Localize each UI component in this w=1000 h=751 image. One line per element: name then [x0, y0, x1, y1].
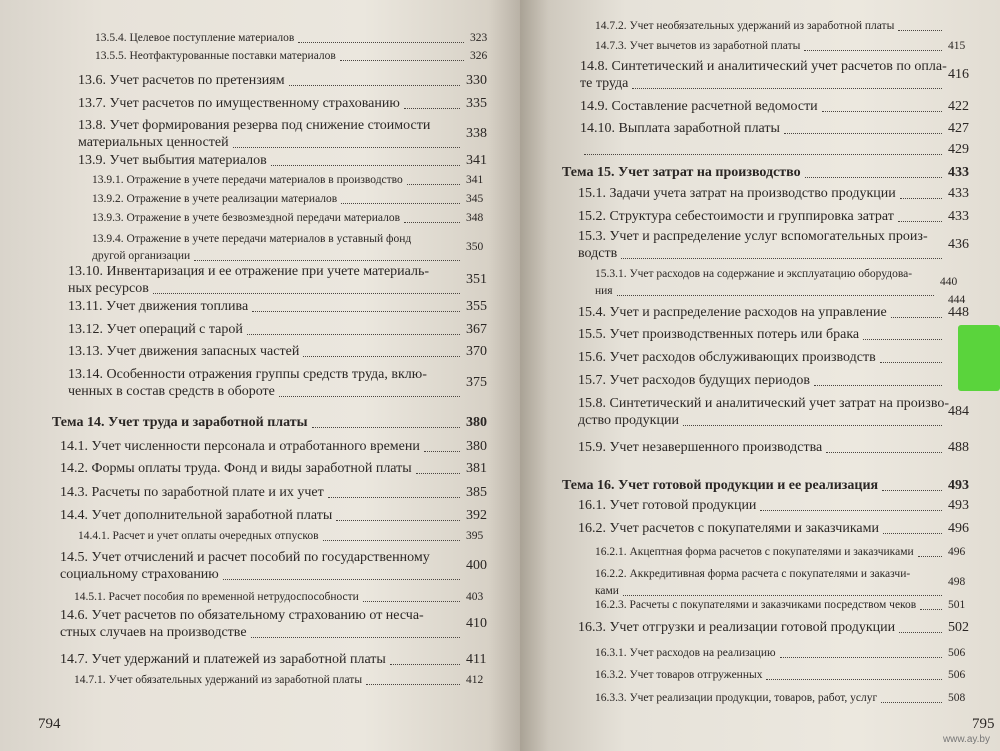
toc-page-number: 348: [466, 212, 484, 224]
toc-entry-title: 13.9. Учет выбытия материалов: [78, 153, 267, 168]
dot-leader: [223, 579, 460, 580]
toc-entry-title: 13.5.4. Целевое поступление материалов: [95, 32, 295, 44]
toc-page-number: 351: [466, 272, 487, 287]
toc-entry: [68, 322, 496, 340]
right-page: [520, 0, 1000, 751]
watermark: www.ay.by: [942, 734, 990, 745]
toc-page-number: 508: [948, 692, 966, 704]
toc-page-number: 506: [948, 647, 966, 659]
toc-entry-title: 16.1. Учет готовой продукции: [578, 498, 757, 513]
toc-entry: [578, 229, 978, 263]
toc-entry-title: 14.2. Формы оплаты труда. Фонд и виды заработной платы: [60, 461, 412, 476]
dot-leader: [424, 451, 460, 452]
toc-entry-title: 13.5.5. Неотфактурованные поставки материалов: [95, 50, 336, 62]
toc-entry-title-continued: ченных в состав средств в обороте: [68, 384, 275, 399]
toc-entry: [578, 209, 978, 227]
toc-entry-title: 14.7. Учет удержаний и платежей из заработной платы: [60, 652, 386, 667]
toc-page-number: 501: [948, 599, 966, 611]
toc-entry-title: 16.2.1. Акцептная форма расчетов с покупателями и заказчиками: [595, 546, 914, 558]
toc-page-number: 429: [948, 142, 969, 157]
toc-page-number: 380: [466, 439, 487, 454]
toc-entry: [578, 305, 978, 323]
dot-leader: [340, 60, 464, 61]
toc-entry-title: 15.7. Учет расходов будущих периодов: [578, 373, 810, 388]
toc-entry: [60, 508, 496, 526]
dot-leader: [341, 203, 460, 204]
toc-page-number: 338: [466, 126, 487, 141]
toc-entry-title-continued: ния: [595, 285, 613, 297]
toc-entry: [60, 550, 496, 584]
toc-entry-title: 13.9.3. Отражение в учете безвозмездной передачи материалов: [92, 212, 401, 224]
toc-entry-title: 16.2.3. Расчеты с покупателями и заказчиками посредством чеков: [595, 599, 917, 611]
toc-page-number: 341: [466, 153, 487, 168]
toc-entry-title: 14.6. Учет расчетов по обязательному страхованию от несча-: [60, 608, 424, 623]
toc-entry: [60, 652, 496, 670]
toc-entry: [60, 439, 496, 457]
toc-entry: [578, 373, 978, 391]
toc-entry-title: 13.9.4. Отражение в учете передачи материалов в уставный фонд: [92, 233, 412, 245]
toc-entry-title: 16.3.1. Учет расходов на реализацию: [595, 647, 776, 659]
toc-page-number-secondary: 444: [948, 294, 966, 306]
dot-leader: [805, 177, 942, 178]
dot-leader: [863, 339, 942, 340]
toc-page-number: 367: [466, 322, 487, 337]
dot-leader: [194, 260, 460, 261]
toc-entry-title: 15.2. Структура себестоимости и группировка затрат: [578, 209, 894, 224]
toc-page-number: 350: [466, 241, 484, 253]
toc-page-number: 498: [948, 576, 966, 588]
toc-entry: [562, 165, 978, 183]
dot-leader: [784, 133, 942, 134]
toc-page-number: 355: [466, 299, 487, 314]
dot-leader: [617, 295, 934, 296]
dot-leader: [323, 540, 460, 541]
right-page-number: 795: [972, 716, 995, 732]
toc-page-number: 400: [466, 558, 487, 573]
toc-entry: [595, 38, 978, 56]
dot-leader: [880, 362, 942, 363]
toc-entry-title: 14.4.1. Расчет и учет оплаты очередных отпусков: [78, 530, 319, 542]
dot-leader: [760, 510, 942, 511]
toc-entry: [92, 231, 496, 265]
toc-entry: [578, 186, 978, 204]
toc-entry: [595, 645, 978, 663]
toc-page-number: 412: [466, 674, 484, 686]
toc-entry: [78, 528, 496, 546]
dot-leader: [900, 198, 942, 199]
toc-entry-title: 14.7.2. Учет необязательных удержаний из заработной платы: [595, 20, 895, 32]
green-bookmark-tab: [958, 325, 1000, 391]
dot-leader: [814, 385, 942, 386]
dot-leader: [416, 473, 460, 474]
toc-page-number: 323: [470, 32, 488, 44]
toc-entry-title: 14.1. Учет численности персонала и отработанного времени: [60, 439, 420, 454]
dot-leader: [336, 520, 460, 521]
toc-entry: [578, 498, 978, 516]
dot-leader: [623, 595, 942, 596]
toc-page-number: 484: [948, 404, 969, 419]
toc-entry-title: Тема 15. Учет затрат на производство: [562, 165, 801, 180]
toc-entry: [74, 672, 496, 690]
toc-page-number: 335: [466, 96, 487, 111]
dot-leader: [898, 30, 942, 31]
dot-leader: [891, 317, 942, 318]
toc-entry-title: 16.3.2. Учет товаров отгруженных: [595, 669, 763, 681]
toc-entry: [595, 690, 978, 708]
dot-leader: [251, 637, 460, 638]
toc-page-number: 416: [948, 67, 969, 82]
toc-page-number: 326: [470, 50, 488, 62]
toc-entry: [578, 620, 978, 638]
toc-page-number: 493: [948, 478, 969, 493]
toc-entry-title: 13.11. Учет движения топлива: [68, 299, 249, 314]
toc-entry-title: Тема 16. Учет готовой продукции и ее реализация: [562, 478, 879, 493]
toc-entry-title: 13.6. Учет расчетов по претензиям: [78, 73, 285, 88]
toc-entry: [580, 121, 978, 139]
toc-entry: [92, 172, 496, 190]
toc-entry: [60, 461, 496, 479]
dot-leader: [883, 533, 942, 534]
toc-entry-title: 15.3.1. Учет расходов на содержание и эксплуатацию оборудова-: [595, 268, 913, 280]
dot-leader: [780, 657, 942, 658]
toc-page-number: 330: [466, 73, 487, 88]
dot-leader: [247, 334, 460, 335]
dot-leader: [312, 427, 460, 428]
toc-entry: [68, 299, 496, 317]
toc-entry: [60, 485, 496, 503]
toc-entry-title: 14.4. Учет дополнительной заработной платы: [60, 508, 333, 523]
dot-leader: [584, 154, 942, 155]
toc-page-number: 345: [466, 193, 484, 205]
toc-entry-title: 14.10. Выплата заработной платы: [580, 121, 780, 136]
dot-leader: [683, 425, 942, 426]
toc-entry: [578, 327, 978, 345]
toc-page-number: 385: [466, 485, 487, 500]
toc-entry: [580, 59, 978, 93]
dot-leader: [621, 258, 942, 259]
dot-leader: [404, 108, 460, 109]
toc-page-number: 410: [466, 616, 487, 631]
dot-leader: [881, 702, 942, 703]
dot-leader: [804, 50, 942, 51]
toc-entry: [580, 99, 978, 117]
toc-entry-title: 13.9.2. Отражение в учете реализации материалов: [92, 193, 338, 205]
toc-page-number: 496: [948, 546, 966, 558]
dot-leader: [366, 684, 460, 685]
toc-entry-title-continued: стных случаев на производстве: [60, 625, 247, 640]
toc-entry-title: 14.5.1. Расчет пособия по временной нетрудоспособности: [74, 591, 359, 603]
dot-leader: [898, 221, 942, 222]
toc-page-number: 411: [466, 652, 487, 667]
toc-entry-title: 13.12. Учет операций с тарой: [68, 322, 243, 337]
toc-entry-title: 16.3.3. Учет реализации продукции, товаров, работ, услуг: [595, 692, 878, 704]
toc-page-number: 506: [948, 669, 966, 681]
toc-entry-title: 15.4. Учет и распределение расходов на управление: [578, 305, 887, 320]
toc-entry-title: 13.10. Инвентаризация и ее отражение при учете материаль-: [68, 264, 430, 279]
toc-page-number: 488: [948, 440, 969, 455]
toc-page-number: 381: [466, 461, 487, 476]
dot-leader: [822, 111, 942, 112]
toc-entry: [92, 191, 496, 209]
toc-entry-title-continued: материальных ценностей: [78, 135, 229, 150]
toc-entry: [562, 478, 978, 496]
dot-leader: [766, 679, 942, 680]
toc-entry: [92, 210, 496, 228]
toc-entry-title-continued: водств: [578, 246, 618, 261]
toc-entry-title: 13.7. Учет расчетов по имущественному страхованию: [78, 96, 400, 111]
dot-leader: [289, 85, 460, 86]
toc-entry: [68, 264, 496, 298]
toc-entry-title: 14.3. Расчеты по заработной плате и их учет: [60, 485, 324, 500]
dot-leader: [279, 396, 460, 397]
toc-page-number: 375: [466, 375, 487, 390]
toc-page-number: 422: [948, 99, 969, 114]
toc-entry-title: 14.7.3. Учет вычетов из заработной платы: [595, 40, 801, 52]
toc-entry: [78, 73, 496, 91]
toc-entry-title: 15.6. Учет расходов обслуживающих производств: [578, 350, 876, 365]
toc-entry: [68, 367, 496, 401]
toc-page-number: 496: [948, 521, 969, 536]
toc-entry-title: 13.14. Особенности отражения группы средств труда, вклю-: [68, 367, 427, 382]
toc-entry: [78, 153, 496, 171]
toc-entry-title: 15.3. Учет и распределение услуг вспомогательных произ-: [578, 229, 928, 244]
toc-entry-title: 15.8. Синтетический и аналитический учет затрат на произво-: [578, 396, 950, 411]
toc-entry: [595, 266, 970, 306]
toc-page-number: 448: [948, 305, 969, 320]
toc-entry: [595, 667, 978, 685]
dot-leader: [303, 356, 460, 357]
dot-leader: [404, 222, 460, 223]
dot-leader: [920, 609, 942, 610]
dot-leader: [918, 556, 942, 557]
toc-entry: [60, 608, 496, 642]
dot-leader: [826, 452, 942, 453]
left-page-number: 794: [38, 716, 61, 732]
dot-leader: [882, 490, 942, 491]
toc-page-number: 433: [948, 209, 969, 224]
dot-leader: [298, 42, 464, 43]
toc-entry-title: 14.9. Составление расчетной ведомости: [580, 99, 818, 114]
toc-page-number: 502: [948, 620, 969, 635]
dot-leader: [407, 184, 460, 185]
toc-entry: [578, 396, 978, 430]
toc-entry-title-continued: ками: [595, 585, 619, 597]
toc-entry-title-continued: те труда: [580, 76, 629, 91]
dot-leader: [363, 601, 460, 602]
dot-leader: [899, 632, 942, 633]
toc-entry-title: 14.5. Учет отчислений и расчет пособий по государственному: [60, 550, 430, 565]
toc-entry-title: 14.8. Синтетический и аналитический учет расчетов по опла-: [580, 59, 947, 74]
toc-page-number: 341: [466, 174, 484, 186]
toc-page-number: 415: [948, 40, 966, 52]
toc-entry: [580, 142, 978, 160]
dot-leader: [252, 311, 460, 312]
toc-entry-title-continued: дство продукции: [578, 413, 679, 428]
toc-page-number: 433: [948, 165, 969, 180]
toc-entry: [78, 118, 496, 152]
dot-leader: [328, 497, 460, 498]
toc-entry-title: 13.9.1. Отражение в учете передачи материалов в производство: [92, 174, 403, 186]
toc-entry: [595, 18, 978, 36]
toc-page-number: 370: [466, 344, 487, 359]
toc-entry: [78, 96, 496, 114]
toc-entry-title-continued: социальному страхованию: [60, 567, 219, 582]
toc-entry-title: 13.8. Учет формирования резерва под снижение стоимости: [78, 118, 431, 133]
toc-entry: [68, 344, 496, 362]
dot-leader: [233, 147, 460, 148]
toc-page-number: 392: [466, 508, 487, 523]
toc-entry: [95, 48, 500, 66]
toc-page-number: 427: [948, 121, 969, 136]
toc-entry-title: 16.3. Учет отгрузки и реализации готовой продукции: [578, 620, 896, 635]
toc-entry-title-continued: ных ресурсов: [68, 281, 149, 296]
toc-entry-title: 15.5. Учет производственных потерь или брака: [578, 327, 860, 342]
toc-entry: [595, 597, 978, 615]
toc-entry-title: 13.13. Учет движения запасных частей: [68, 344, 300, 359]
toc-page-number: 440: [940, 276, 958, 288]
toc-entry: [95, 30, 500, 48]
toc-page-number: 395: [466, 530, 484, 542]
toc-page-number: 436: [948, 237, 969, 252]
toc-entry-title: Тема 14. Учет труда и заработной платы: [52, 415, 308, 430]
dot-leader: [390, 664, 460, 665]
toc-entry-title: 15.9. Учет незавершенного производства: [578, 440, 823, 455]
toc-entry: [578, 350, 978, 368]
toc-entry-title-continued: другой организации: [92, 250, 191, 262]
dot-leader: [153, 293, 460, 294]
toc-page-number: 493: [948, 498, 969, 513]
toc-entry-title: 14.7.1. Учет обязательных удержаний из заработной платы: [74, 674, 363, 686]
toc-entry: [595, 544, 978, 562]
toc-entry: [52, 415, 496, 433]
dot-leader: [632, 88, 942, 89]
toc-entry: [578, 440, 978, 458]
toc-entry-title: 16.2. Учет расчетов с покупателями и заказчиками: [578, 521, 879, 536]
toc-entry: [74, 589, 496, 607]
dot-leader: [271, 165, 460, 166]
toc-page-number: 403: [466, 591, 484, 603]
toc-entry-title: 16.2.2. Аккредитивная форма расчета с покупателями и заказчи-: [595, 568, 911, 580]
toc-page-number: 433: [948, 186, 969, 201]
toc-entry: [595, 566, 978, 600]
toc-page-number: 380: [466, 415, 487, 430]
toc-entry-title: 15.1. Задачи учета затрат на производство продукции: [578, 186, 896, 201]
toc-entry: [578, 521, 978, 539]
